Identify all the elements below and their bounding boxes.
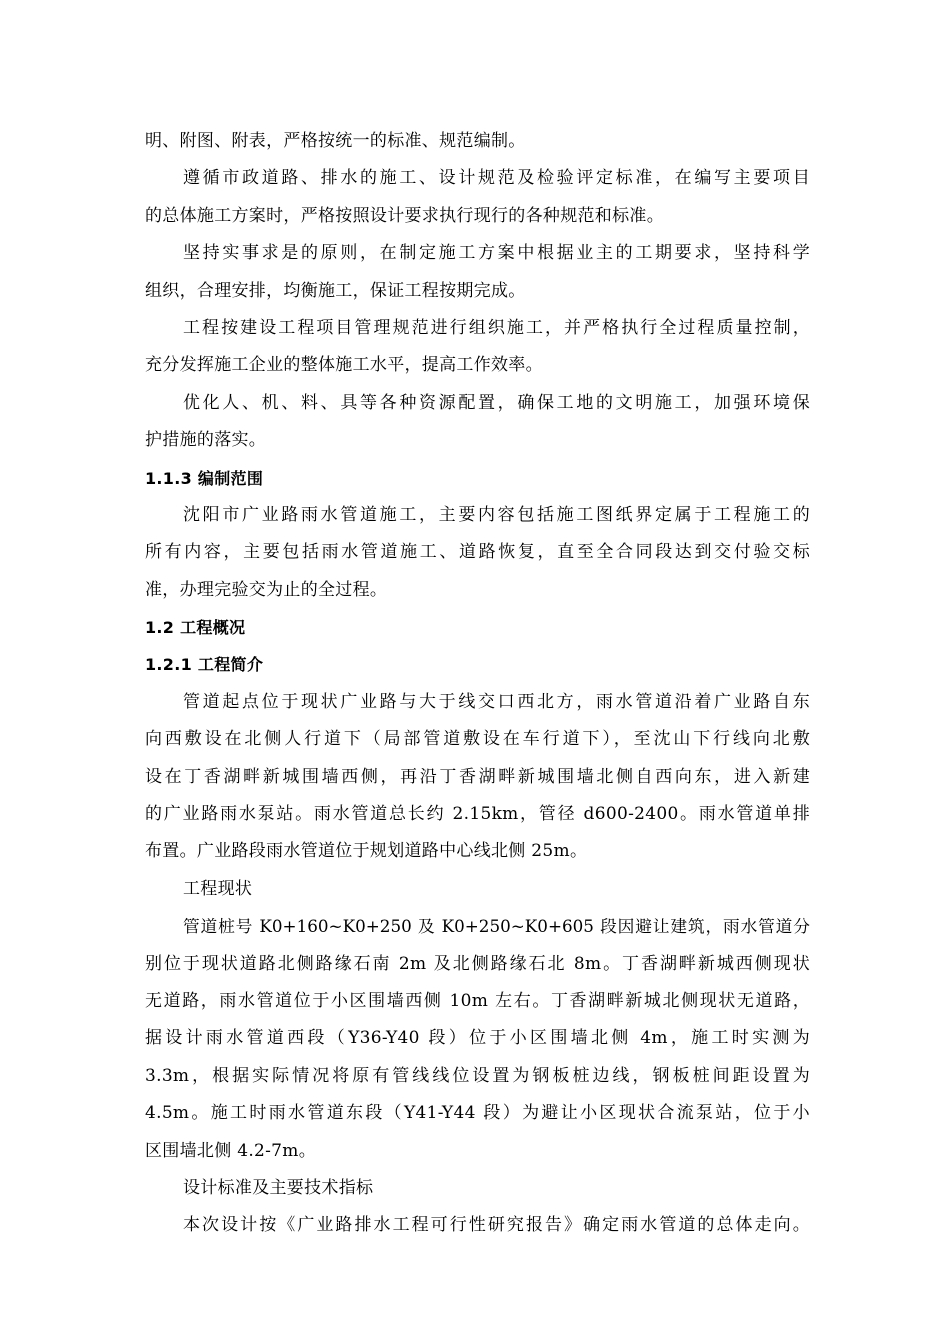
paragraph-line: 充分发挥施工企业的整体施工水平，提高工作效率。 bbox=[145, 355, 543, 376]
paragraph-line: 遵循市政道路、排水的施工、设计规范及检验评定标准，在编写主要项目 bbox=[183, 168, 810, 189]
paragraph-line: 所有内容，主要包括雨水管道施工、道路恢复，直至全合同段达到交付验交标 bbox=[145, 542, 810, 563]
paragraph-line: 无道路，雨水管道位于小区围墙西侧 10m 左右。丁香湖畔新城北侧现状无道路， bbox=[145, 990, 810, 1011]
paragraph-line: 管道桩号 K0+160~K0+250 及 K0+250~K0+605 段因避让建筑，雨水管道分 bbox=[183, 916, 810, 937]
paragraph-line: 坚持实事求是的原则，在制定施工方案中根据业主的工期要求，坚持科学 bbox=[183, 243, 810, 264]
paragraph-line: 的广业路雨水泵站。雨水管道总长约 2.15km，管径 d600-2400。雨水管道单排 bbox=[145, 804, 810, 825]
paragraph-line: 护措施的落实。 bbox=[145, 430, 267, 451]
paragraph-line: 管道起点位于现状广业路与大于线交口西北方，雨水管道沿着广业路自东 bbox=[183, 691, 810, 712]
subsection-title-current-status: 工程现状 bbox=[183, 878, 253, 899]
paragraph-line: 布置。广业路段雨水管道位于规划道路中心线北侧 25m。 bbox=[145, 841, 588, 862]
paragraph-line: 别位于现状道路北侧路缘石南 2m 及北侧路缘石北 8m。丁香湖畔新城西侧现状 bbox=[145, 953, 810, 974]
paragraph-line: 本次设计按《广业路排水工程可行性研究报告》确定雨水管道的总体走向。 bbox=[183, 1215, 810, 1236]
section-heading-1-2-1: 1.2.1 工程简介 bbox=[145, 655, 264, 675]
paragraph-line: 优化人、机、料、具等各种资源配置，确保工地的文明施工，加强环境保 bbox=[183, 392, 810, 413]
document-page bbox=[145, 123, 810, 1245]
paragraph-line: 向西敷设在北侧人行道下（局部管道敷设在车行道下），至沈山下行线向北敷 bbox=[145, 729, 810, 750]
paragraph-line: 准，办理完验交为止的全过程。 bbox=[145, 579, 388, 600]
paragraph-line: 4.5m。施工时雨水管道东段（Y41-Y44 段）为避让小区现状合流泵站，位于小 bbox=[145, 1103, 810, 1124]
paragraph-line: 3.3m，根据实际情况将原有管线线位设置为钢板桩边线，钢板桩间距设置为 bbox=[145, 1065, 810, 1086]
subsection-title-design-standards: 设计标准及主要技术指标 bbox=[183, 1177, 374, 1198]
paragraph-line: 沈阳市广业路雨水管道施工，主要内容包括施工图纸界定属于工程施工的 bbox=[183, 504, 810, 525]
paragraph-line: 设在丁香湖畔新城围墙西侧，再沿丁香湖畔新城围墙北侧自西向东，进入新建 bbox=[145, 766, 810, 787]
paragraph-line: 据设计雨水管道西段（Y36-Y40 段）位于小区围墙北侧 4m，施工时实测为 bbox=[145, 1028, 810, 1049]
paragraph-line: 的总体施工方案时，严格按照设计要求执行现行的各种规范和标准。 bbox=[145, 205, 664, 226]
section-heading-1-1-3: 1.1.3 编制范围 bbox=[145, 468, 264, 488]
paragraph-line: 明、附图、附表，严格按统一的标准、规范编制。 bbox=[145, 131, 526, 151]
paragraph-line: 区围墙北侧 4.2-7m。 bbox=[145, 1140, 317, 1161]
paragraph-line: 组织，合理安排，均衡施工，保证工程按期完成。 bbox=[145, 280, 526, 301]
section-heading-1-2: 1.2 工程概况 bbox=[145, 618, 246, 638]
paragraph-line: 工程按建设工程项目管理规范进行组织施工，并严格执行全过程质量控制， bbox=[183, 317, 810, 338]
